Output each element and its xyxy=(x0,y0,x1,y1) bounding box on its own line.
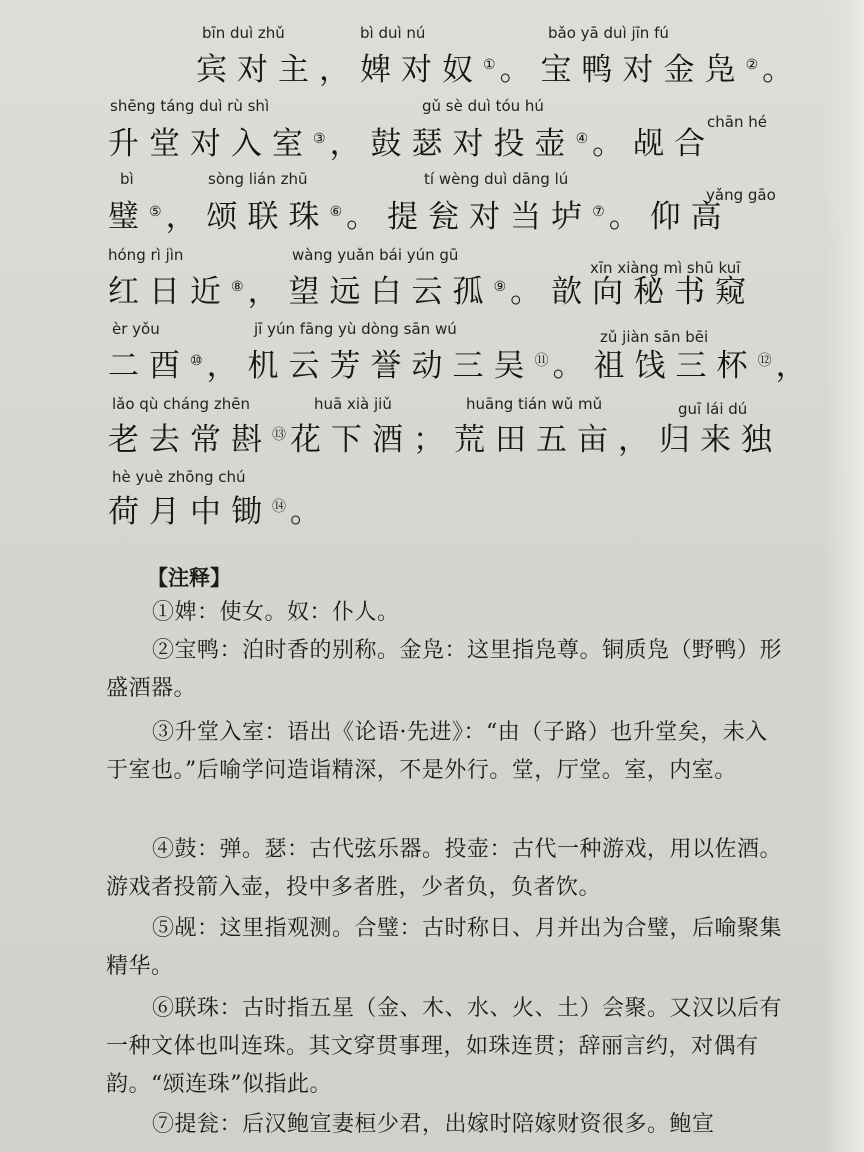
pinyin: gǔ sè duì tóu hú xyxy=(422,97,544,115)
pinyin: guī lái dú xyxy=(678,400,748,418)
pinyin: shēng táng duì rù shì xyxy=(110,97,270,115)
pinyin: lǎo qù cháng zhēn xyxy=(112,395,250,413)
verse-text: ， xyxy=(775,348,817,384)
pinyin: huāng tián wǔ mǔ xyxy=(466,395,603,413)
verse-line-2 xyxy=(108,118,715,163)
note-marker: ① xyxy=(483,56,496,73)
verse-text: 。仰高 xyxy=(608,199,732,235)
pinyin: zǔ jiàn sān bēi xyxy=(600,328,709,346)
note-7: ⑦提瓮：后汉鲍宣妻桓少君，出嫁时陪嫁财资很多。鲍宣 xyxy=(152,1112,715,1137)
verse-text: ，颂联珠 xyxy=(165,199,330,235)
pinyin: huā xià jiǔ xyxy=(314,395,392,413)
pinyin: bǎo yā duì jīn fú xyxy=(548,24,669,42)
note-marker: ⑬ xyxy=(272,426,286,443)
verse-text: 。觇合 xyxy=(592,126,716,162)
verse-text: 璧 xyxy=(108,199,149,235)
pinyin: hóng rì jìn xyxy=(108,246,184,264)
note-marker: ⑭ xyxy=(272,498,286,515)
note-marker: ⑪ xyxy=(534,352,549,369)
pinyin: yǎng gāo xyxy=(706,186,776,204)
verse-text: 花下酒；荒田五亩，归来独 xyxy=(290,422,782,458)
pinyin: chān hé xyxy=(707,113,767,131)
pinyin: tí wèng duì dāng lú xyxy=(424,170,569,188)
note-marker: ③ xyxy=(313,130,326,147)
verse-text: 红日近 xyxy=(108,274,231,310)
page-edge xyxy=(824,0,864,1152)
pinyin: bīn duì zhǔ xyxy=(202,24,285,42)
note-marker: ⑦ xyxy=(592,203,605,220)
verse-text: 升堂对入室 xyxy=(108,126,313,162)
verse-line-4 xyxy=(108,266,756,311)
pinyin: èr yǒu xyxy=(112,320,160,338)
note-marker: ⑩ xyxy=(190,352,203,369)
verse-text: 宾对主，婢对奴 xyxy=(196,52,483,88)
verse-text: 。 xyxy=(290,494,331,530)
note-1: ①婢：使女。奴：仆人。 xyxy=(152,600,400,625)
notes-heading: 【注释】 xyxy=(147,566,231,590)
pinyin: wàng yuǎn bái yún gū xyxy=(292,246,459,264)
verse-text: ，鼓瑟对投壶 xyxy=(329,126,576,162)
note-3: ③升堂入室：语出《论语·先进》：“由（子路）也升堂矣，未入于室也。”后喻学问造诣精深，不是外行。堂，厅堂。室，内室。 xyxy=(106,720,768,783)
verse-text: 老去常斟 xyxy=(108,422,272,458)
verse-line-6 xyxy=(108,414,782,459)
pinyin: jī yún fāng yù dòng sān wú xyxy=(254,320,457,338)
verse-text: ，机云芳誉动三吴 xyxy=(206,348,535,384)
note-marker: ⑨ xyxy=(493,278,507,295)
pinyin: sòng lián zhū xyxy=(208,170,308,188)
verse-line-3 xyxy=(108,191,732,236)
verse-text: 二酉 xyxy=(108,348,190,384)
note-marker: ⑫ xyxy=(757,352,772,369)
verse-line-5 xyxy=(108,340,817,385)
verse-text: 荷月中锄 xyxy=(108,494,272,530)
pinyin: hè yuè zhōng chú xyxy=(112,468,246,486)
verse-line-7 xyxy=(108,486,331,531)
note-marker: ⑥ xyxy=(329,203,343,220)
pinyin: bì duì nú xyxy=(360,24,426,42)
verse-text: ，望远白云孤 xyxy=(247,274,494,310)
note-marker: ④ xyxy=(575,130,589,147)
verse-text: 。祖饯三杯 xyxy=(552,348,758,384)
pinyin: bì xyxy=(120,170,134,188)
verse-text: 。宝鸭对金凫 xyxy=(499,52,746,88)
note-2: ②宝鸭：泊时香的别称。金凫：这里指凫尊。铜质凫（野鸭）形盛酒器。 xyxy=(106,638,783,701)
verse-text: 。 xyxy=(762,52,804,88)
verse-text: 。歆向秘书窥 xyxy=(510,274,757,310)
pinyin: xīn xiàng mì shū kuī xyxy=(590,259,741,277)
note-marker: ⑤ xyxy=(149,203,162,220)
note-marker: ② xyxy=(745,56,759,73)
verse-text: 。提瓮对当垆 xyxy=(346,199,593,235)
note-5: ⑤觇：这里指观测。合璧：古时称日、月并出为合璧，后喻聚集精华。 xyxy=(106,916,783,979)
note-marker: ⑧ xyxy=(231,278,244,295)
note-4: ④鼓：弹。瑟：古代弦乐器。投壶：古代一种游戏，用以佐酒。游戏者投箭入壶，投中多者胜，少者负，负者饮。 xyxy=(106,837,783,900)
note-6: ⑥联珠：古时指五星（金、木、水、火、土）会聚。又汉以后有一种文体也叫连珠。其文穿贯事理，如珠连贯；辞丽言约，对偶有韵。“颂连珠”似指此。 xyxy=(106,996,783,1097)
verse-line-1 xyxy=(196,44,803,89)
